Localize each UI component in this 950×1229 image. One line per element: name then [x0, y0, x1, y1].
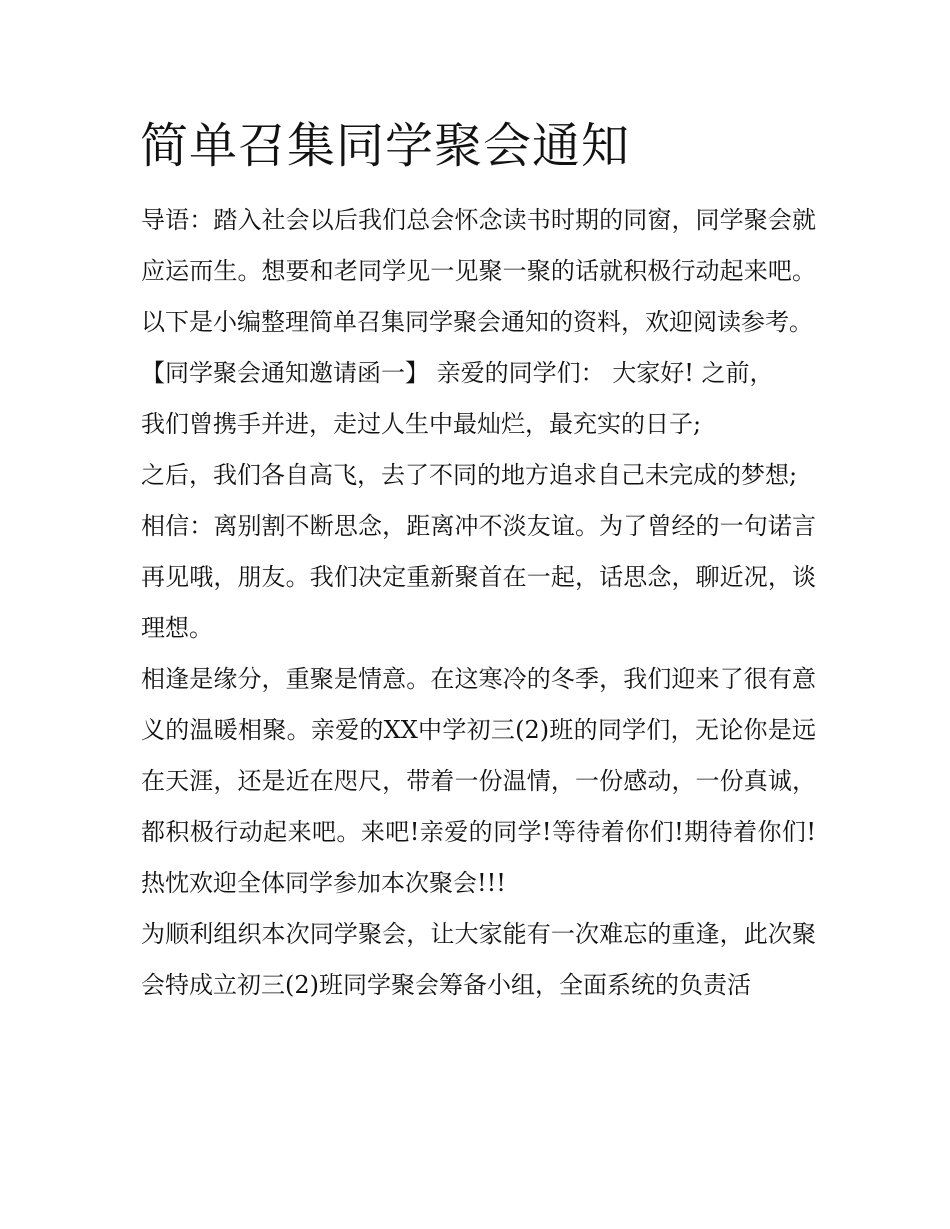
- document-title: 简单召集同学聚会通知: [140, 118, 631, 174]
- paragraph-past: 我们曾携手并进，走过人生中最灿烂，最充实的日子;: [141, 410, 702, 438]
- paragraph-after: 之后，我们各自高飞，去了不同的地方追求自己未完成的梦想;: [141, 461, 798, 489]
- paragraph-belief: 相信：离别割不断思念，距离冲不淡友谊。为了曾经的一句诺言再见哦，朋友。我们决定重新聚首在一起，话思念，聊近况，谈理想。: [141, 512, 816, 642]
- paragraph-reunion: 相逢是缘分，重聚是情意。在这寒冷的冬季，我们迎来了很有意义的温暖相聚。亲爱的XX中学初三(2)班的同学们，无论你是远在天涯，还是近在咫尺，带着一份温情，一份感动，一份真诚，都积极行动起来吧。来吧!亲爱的同学!等待着你们!期待着你们!热忱欢迎全体同学参加本次聚会!!!: [141, 665, 816, 897]
- document-body: [141, 195, 816, 1011]
- paragraph-invitation-heading: 【同学聚会通知邀请函一】 亲爱的同学们： 大家好! 之前，: [141, 359, 774, 387]
- paragraph-intro: 导语：踏入社会以后我们总会怀念读书时期的同窗，同学聚会就应运而生。想要和老同学见一见聚一聚的话就积极行动起来吧。以下是小编整理简单召集同学聚会通知的资料，欢迎阅读参考。: [141, 206, 816, 336]
- paragraph-organizing: 为顺利组织本次同学聚会，让大家能有一次难忘的重逢，此次聚会特成立初三(2)班同学聚会筹备小组，全面系统的负责活: [141, 920, 816, 999]
